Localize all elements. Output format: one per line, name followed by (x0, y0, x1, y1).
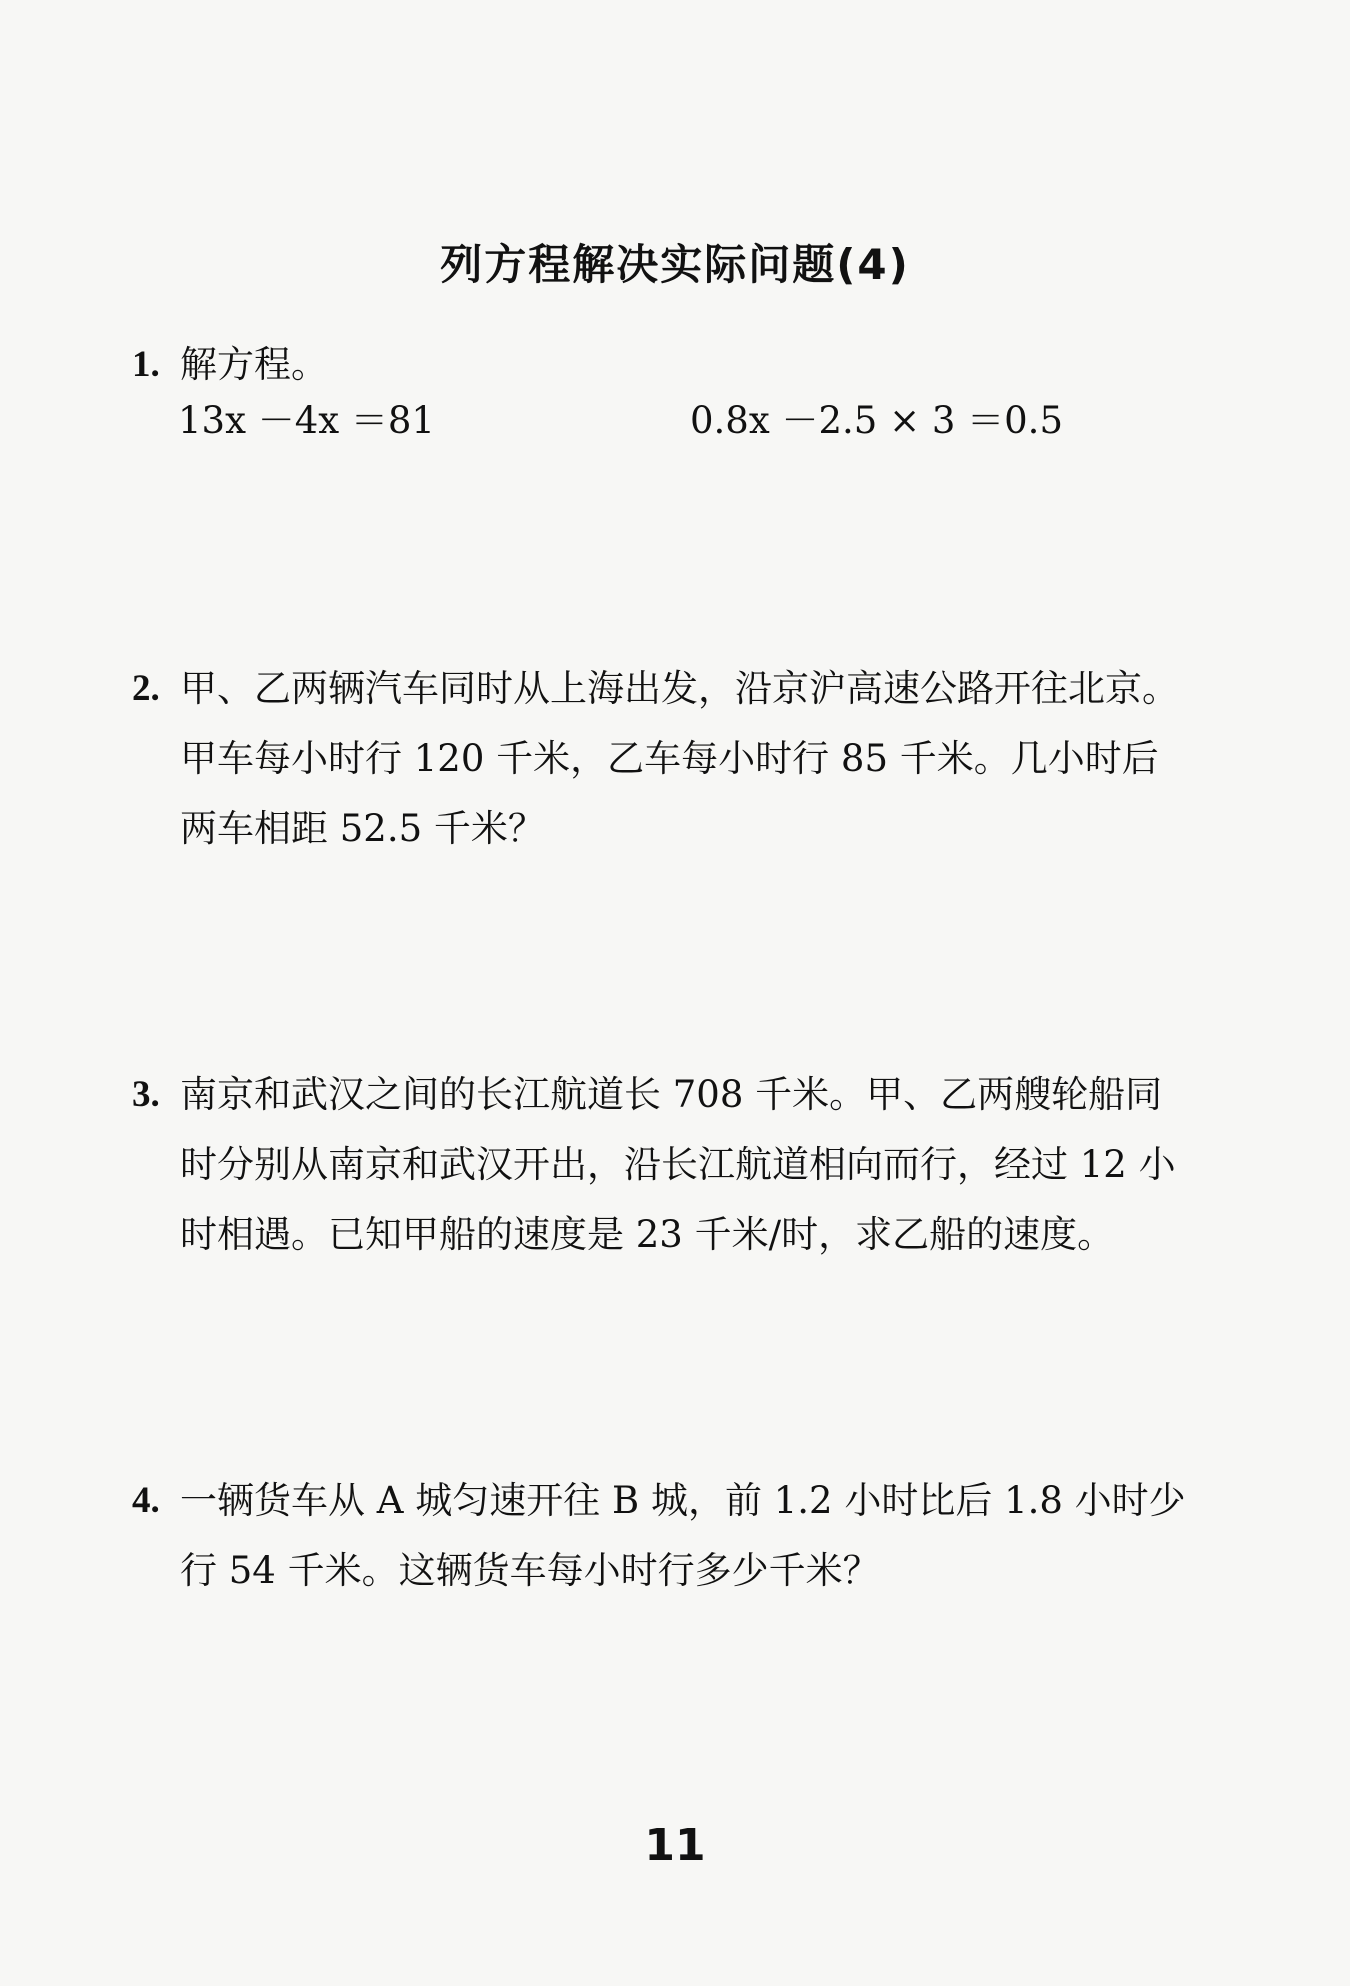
question-text: 南京和武汉之间的长江航道长 708 千米。甲、乙两艘轮船同 (180, 1073, 1163, 1116)
question-text: 两车相距 52.5 千米？ (180, 807, 545, 850)
question-3 (132, 1060, 1212, 1270)
equation-1: 13x －4x ＝81 (178, 399, 435, 442)
question-text: 时相遇。已知甲船的速度是 23 千米/时，求乙船的速度。 (180, 1213, 1115, 1256)
question-2 (132, 654, 1212, 864)
equation-2: 0.8x －2.5 × 3 ＝0.5 (690, 399, 1063, 442)
question-4 (132, 1466, 1212, 1606)
question-number: 3. (132, 1074, 160, 1115)
page-number: 11 (644, 1820, 706, 1871)
question-text: 解方程。 (180, 343, 328, 386)
question-text: 时分别从南京和武汉开出，沿长江航道相向而行，经过 12 小 (180, 1143, 1176, 1186)
question-number: 1. (132, 344, 160, 385)
question-text: 甲、乙两辆汽车同时从上海出发，沿京沪高速公路开往北京。 (180, 667, 1179, 710)
question-text: 一辆货车从 A 城匀速开往 B 城，前 1.2 小时比后 1.8 小时少 (180, 1479, 1186, 1522)
question-number: 4. (132, 1480, 160, 1521)
page-title: 列方程解决实际问题(4) (440, 240, 910, 289)
question-number: 2. (132, 668, 160, 709)
question-text: 甲车每小时行 120 千米，乙车每小时行 85 千米。几小时后 (180, 737, 1159, 780)
question-text: 行 54 千米。这辆货车每小时行多少千米？ (180, 1549, 880, 1592)
